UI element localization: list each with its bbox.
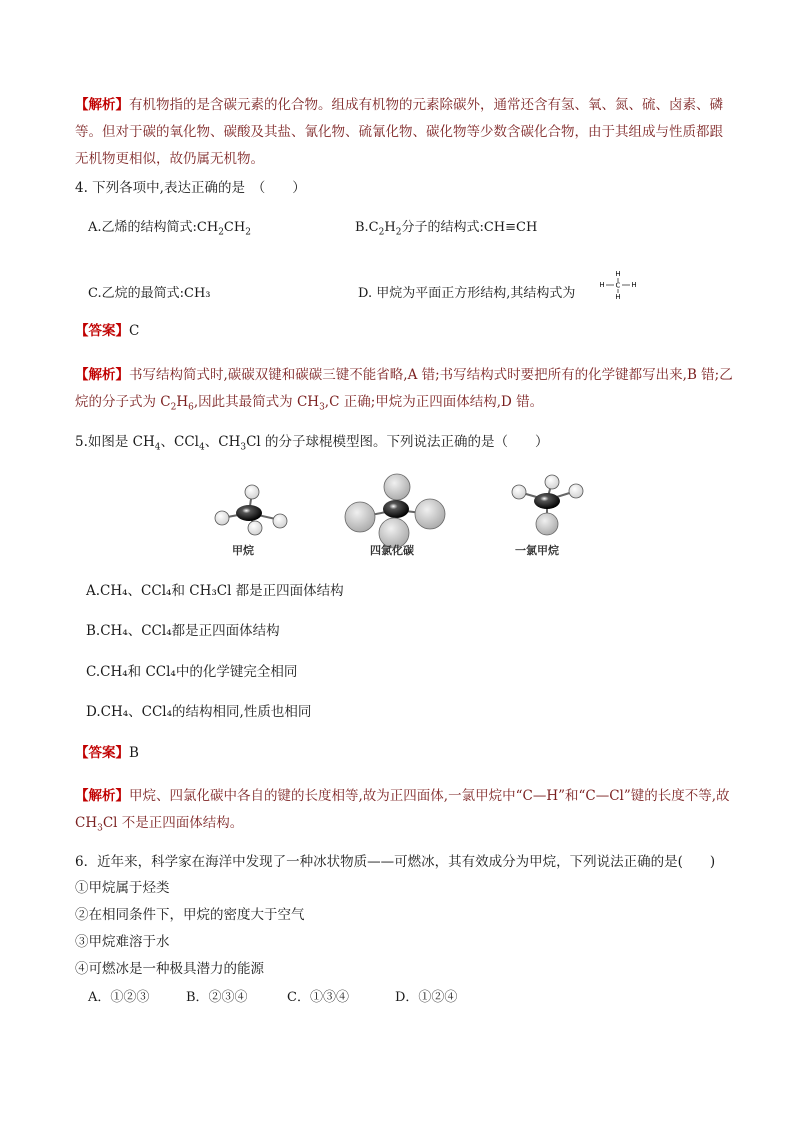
formula-h-top: H: [615, 270, 621, 278]
q5-answer: 【答案】B: [75, 745, 139, 761]
q5-option-a: A.CH₄、CCl₄和 CH₃Cl 都是正四面体结构: [86, 583, 344, 599]
q4-option-a: A.乙烯的结构简式$:CH_2CH_2$: [88, 220, 251, 238]
question-6-stem: 6．近年来，科学家在海洋中发现了一种冰状物质——可燃冰，其有效成分为甲烷，下列说法正确的是( ): [75, 854, 716, 870]
chloromethane-model: [512, 475, 583, 535]
question-5-stem: 5.如图是 $CH_4$、CCl$_4$、$CH_3Cl$ 的分子球棍模型图。下列说法正确的是（ ）: [75, 434, 549, 453]
q6-item-2: ②在相同条件下，甲烷的密度大于空气: [75, 907, 305, 923]
q5-option-b: B.CH₄、CCl₄都是正四面体结构: [86, 623, 280, 639]
formula-h-left: H: [599, 281, 605, 289]
q6-option-d: D．①②④: [395, 990, 458, 1005]
q5-analysis: 【解析】甲烷、四氯化碳中各自的键的长度相等,故为正四面体,一氯甲烷中“C—H”和“C—Cl”键的长度不等,故 $CH_3Cl$ 不是正四面体结构。: [75, 788, 730, 834]
formula-c: C: [615, 281, 621, 290]
q6-item-4: ④可燃冰是一种极具潜力的能源: [75, 961, 264, 977]
q6-item-3: ③甲烷难溶于水: [75, 934, 170, 950]
q4-option-d: D. 甲烷为平面正方形结构,其结构式为: [358, 286, 576, 301]
formula-h-right: H: [631, 281, 637, 289]
q5-option-d: D.CH₄、CCl₄的结构相同,性质也相同: [86, 704, 312, 720]
question-4-stem: 4. 下列各项中,表达正确的是 （ ）: [75, 180, 306, 196]
q4-analysis: 【解析】书写结构简式时,碳碳双键和碳碳三键不能省略,A 错;书写结构式时要把所有的化学键都写出来,B 错;乙烷的分子式为 $C_2H_6$,因此其最简式为 $CH_3,C$ 正确;甲烷为正四面体结构,D 错。: [75, 367, 733, 413]
analysis-block-intro: [75, 92, 735, 173]
formula-h-bottom: H: [615, 293, 621, 300]
q6-option-b: B．②③④: [186, 990, 248, 1005]
q4-answer: 【答案】C: [75, 323, 140, 339]
label-ch3cl: 一氯甲烷: [515, 544, 559, 557]
q6-item-1: ①甲烷属于烃类: [75, 880, 170, 896]
methane-model: [215, 485, 287, 535]
label-ccl4: 四氯化碳: [370, 544, 414, 557]
q5-option-c: C.CH₄和 CCl₄中的化学键完全相同: [86, 664, 298, 680]
carbon-tetrachloride-model: [345, 474, 445, 548]
q6-option-c: C．①③④: [287, 990, 349, 1005]
q4-option-b: $B.C_2H_2$分子的结构式:CH≡CH: [355, 220, 538, 238]
analysis-tag: 【解析】: [75, 97, 129, 113]
q4-option-c: C.乙烷的最简式:CH₃: [88, 286, 211, 301]
planar-methane-formula: [596, 268, 640, 300]
label-methane: 甲烷: [232, 544, 254, 557]
q6-option-a: A．①②③: [88, 990, 150, 1005]
analysis-text: 有机物指的是含碳元素的化合物。组成有机物的元素除碳外，通常还含有氢、氧、氮、硫、卤素、磷等。但对于碳的氧化物、碳酸及其盐、氰化物、硫氰化物、碳化物等少数含碳化合物，由于其组成与性质都跟无机物更相似，故仍属无机物。: [75, 97, 723, 167]
